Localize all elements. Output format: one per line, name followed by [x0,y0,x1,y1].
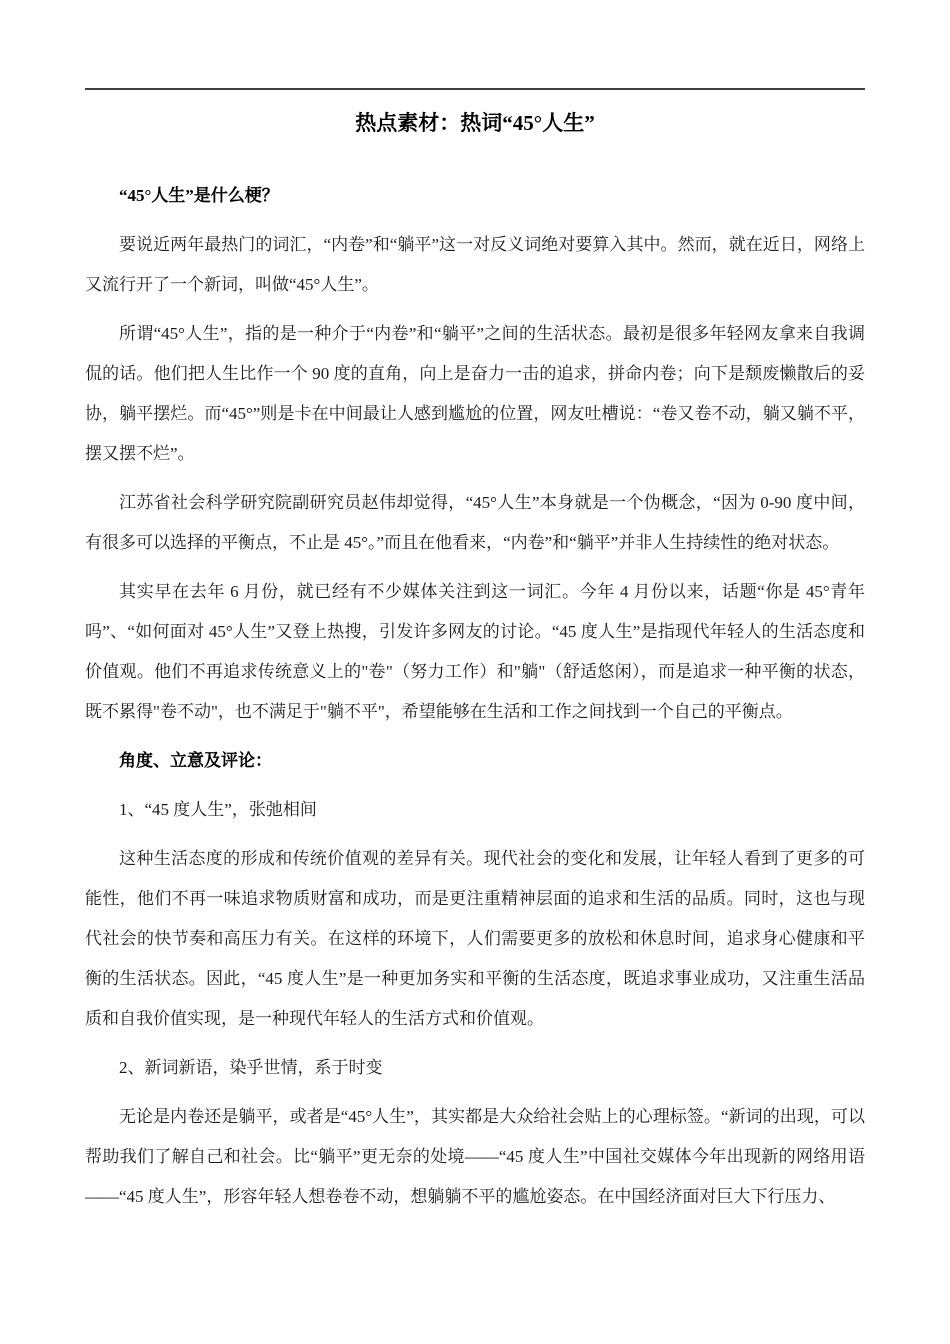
header-rule [85,88,865,90]
section-heading: “45°人生”是什么梗？ [119,186,279,205]
document-title: 热点素材：热词“45°人生” [355,111,595,135]
paragraph: 要说近两年最热门的词汇，“内卷”和“躺平”这一对反义词绝对要算入其中。然而，就在近日，网络上又流行开了一个新词，叫做“45°人生”。 [85,235,865,294]
list-item: 1、“45 度人生”，张弛相间 [119,800,317,819]
list-item: 2、新词新语，染乎世情，系于时变 [119,1058,383,1077]
paragraph: 江苏省社会科学研究院副研究员赵伟却觉得，“45°人生”本身就是一个伪概念，“因为 0-90 度中间，有很多可以选择的平衡点，不止是 45°。”而且在他看来，“内卷”和“躺平”并非人生持续性的绝对状态。 [85,493,865,552]
paragraph: 其实早在去年 6 月份，就已经有不少媒体关注到这一词汇。今年 4 月份以来，话题“你是 45°青年吗”、“如何面对 45°人生”又登上热搜，引发许多网友的讨论。“45 度人生”是指现代年轻人的生活态度和价值观。他们不再追求传统意义上的"卷"（努力工作）和"躺"（舒适悠闲），而是追求一种平衡的状态，既不累得"卷不动"，也不满足于"躺不平"，希望能够在生活和工作之间找到一个自己的平衡点。 [85,582,865,721]
paragraph: 所谓“45°人生”，指的是一种介于“内卷”和“躺平”之间的生活状态。最初是很多年轻网友拿来自我调侃的话。他们把人生比作一个 90 度的直角，向上是奋力一击的追求，拼命内卷；向下是颓废懒散后的妥协，躺平摆烂。而“45°”则是卡在中间最让人感到尴尬的位置，网友吐槽说：“卷又卷不动，躺又躺不平，摆又摆不烂”。 [85,324,865,463]
section-heading: 角度、立意及评论： [119,751,272,770]
paragraph: 这种生活态度的形成和传统价值观的差异有关。现代社会的变化和发展，让年轻人看到了更多的可能性，他们不再一味追求物质财富和成功，而是更注重精神层面的追求和生活的品质。同时，这也与现代社会的快节奏和高压力有关。在这样的环境下，人们需要更多的放松和休息时间，追求身心健康和平衡的生活状态。因此，“45 度人生”是一种更加务实和平衡的生活态度，既追求事业成功，又注重生活品质和自我价值实现，是一种现代年轻人的生活方式和价值观。 [85,849,865,1028]
document-body [85,176,865,1217]
paragraph: 无论是内卷还是躺平，或者是“45°人生”，其实都是大众给社会贴上的心理标签。“新词的出现，可以帮助我们了解自己和社会。比“躺平”更无奈的处境——“45 度人生”中国社交媒体今年出现新的网络用语——“45 度人生”，形容年轻人想卷卷不动，想躺躺不平的尴尬姿态。在中国经济面对巨大下行压力、 [85,1107,865,1206]
